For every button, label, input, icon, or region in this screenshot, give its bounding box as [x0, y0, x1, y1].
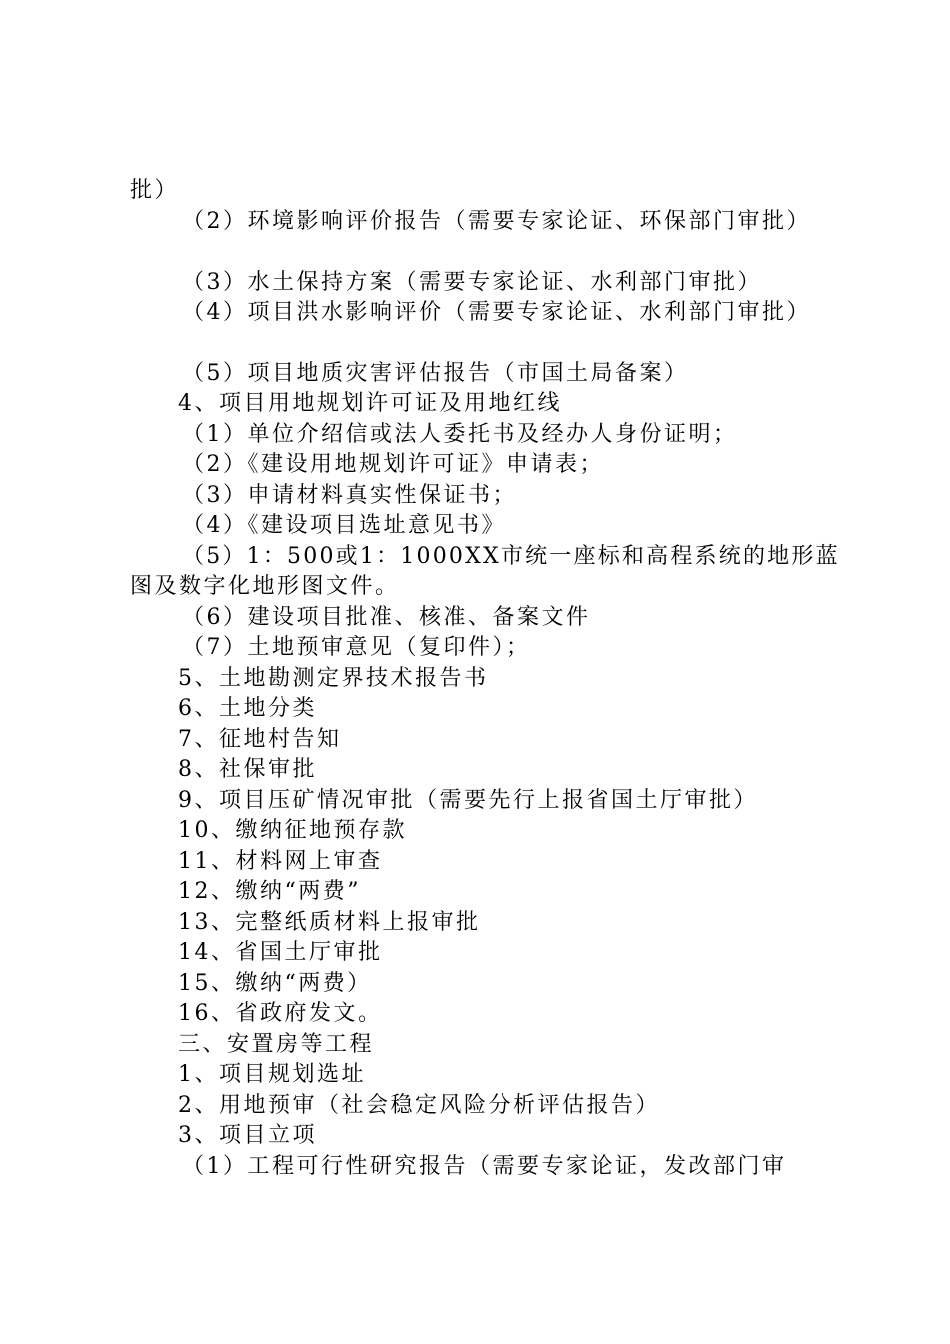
text-line: 图及数字化地形图文件。 [130, 574, 400, 599]
text-line: （1）单位介绍信或法人委托书及经办人身份证明； [182, 422, 738, 447]
text-line: 三、安置房等工程 [178, 1032, 375, 1057]
text-line: （3）申请材料真实性保证书； [182, 483, 517, 508]
text-line: （4）《建设项目选址意见书》 [182, 513, 506, 538]
text-line: 4、项目用地规划许可证及用地红线 [178, 391, 562, 416]
text-line: （7）土地预审意见（复印件）； [182, 635, 531, 660]
text-line: 9、项目压矿情况审批（需要先行上报省国土厅审批） [178, 788, 758, 813]
text-line: 10、缴纳征地预存款 [178, 818, 407, 843]
text-line: 12、缴纳“两费” [178, 879, 361, 904]
text-line: （2）环境影响评价报告（需要专家论证、环保部门审批） [182, 209, 811, 234]
text-line: 16、省政府发文。 [178, 1001, 383, 1026]
text-line: （2）《建设用地规划许可证》申请表； [182, 452, 604, 477]
text-line: 5、土地勘测定界技术报告书 [178, 666, 489, 691]
text-line: （3）水土保持方案（需要专家论证、水利部门审批） [182, 270, 762, 295]
text-line: 1、项目规划选址 [178, 1062, 366, 1087]
text-line: 6、土地分类 [178, 696, 317, 721]
text-line: 14、省国土厅审批 [178, 940, 383, 965]
text-line: 3、项目立项 [178, 1123, 317, 1148]
text-line: 2、用地预审（社会稳定风险分析评估报告） [178, 1093, 660, 1118]
text-line: （5）项目地质灾害评估报告（市国土局备案） [182, 361, 689, 386]
text-line: 15、缴纳“两费） [178, 971, 372, 996]
text-line: 批） [130, 178, 180, 203]
text-line: 8、社保审批 [178, 757, 317, 782]
text-line: （4）项目洪水影响评价（需要专家论证、水利部门审批） [182, 300, 811, 325]
text-line: 7、征地村告知 [178, 727, 342, 752]
text-line: 11、材料网上审查 [178, 849, 383, 874]
text-line: （5）1：500或1：1000XX市统一座标和高程系统的地形蓝 [182, 544, 840, 569]
text-line: （6）建设项目批准、核准、备案文件 [182, 605, 591, 630]
text-line: 13、完整纸质材料上报审批 [178, 910, 481, 935]
text-line: （1）工程可行性研究报告（需要专家论证，发改部门审 [182, 1154, 787, 1179]
